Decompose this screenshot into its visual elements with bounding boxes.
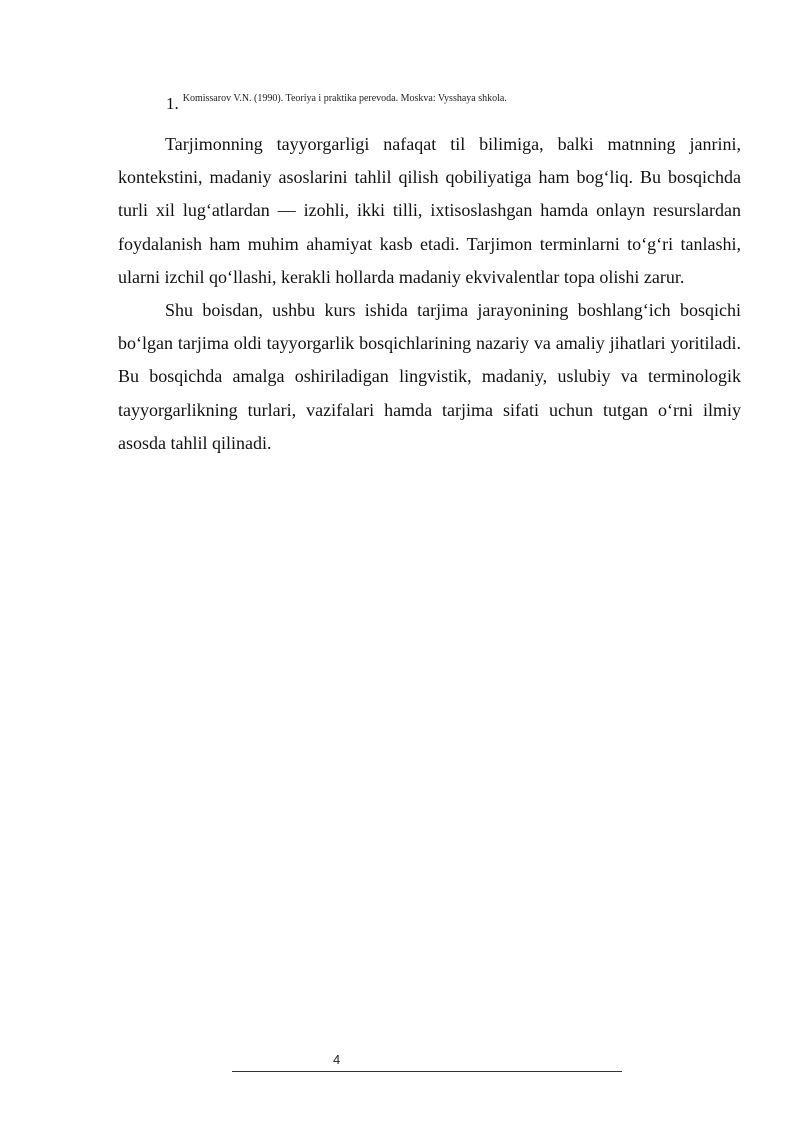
footnote-number: 1. bbox=[166, 94, 179, 113]
paragraph: Shu boisdan, ushbu kurs ishida tarjima jarayonining boshlang‘ich bosqichi bo‘lgan tarjima oldi tayyorgarlik bosqichlarining nazariy va amaliy jihatlari yoritiladi. Bu bosqichda amalga oshiriladigan lingvistik, madaniy, uslubiy va terminologik tayyorgarlikning turlari, vazifalari hamda tarjima sifati uchun tutgan o‘rni ilmiy asosda tahlil qilinadi. bbox=[118, 300, 741, 453]
page-number: 4 bbox=[333, 1052, 341, 1067]
footnote-text: Komissarov V.N. (1990). Teoriya i praktika perevoda. Moskva: Vysshaya shkola. bbox=[182, 93, 507, 104]
footnote bbox=[166, 94, 766, 114]
footer-divider bbox=[232, 1071, 622, 1072]
body-text bbox=[118, 128, 741, 460]
paragraph: Tarjimonning tayyorgarligi nafaqat til bilimiga, balki matnning janrini, kontekstini, madaniy asoslarini tahlil qilish qobiliyatiga ham bog‘liq. Bu bosqichda turli xil lug‘atlardan — izohli, ikki tilli, ixtisoslashgan hamda onlayn resurslardan foydalanish ham muhim ahamiyat kasb etadi. Tarjimon terminlarni to‘g‘ri tanlashi, ularni izchil qo‘llashi, kerakli hollarda madaniy ekvivalentlar topa olishi zarur. bbox=[118, 134, 741, 287]
